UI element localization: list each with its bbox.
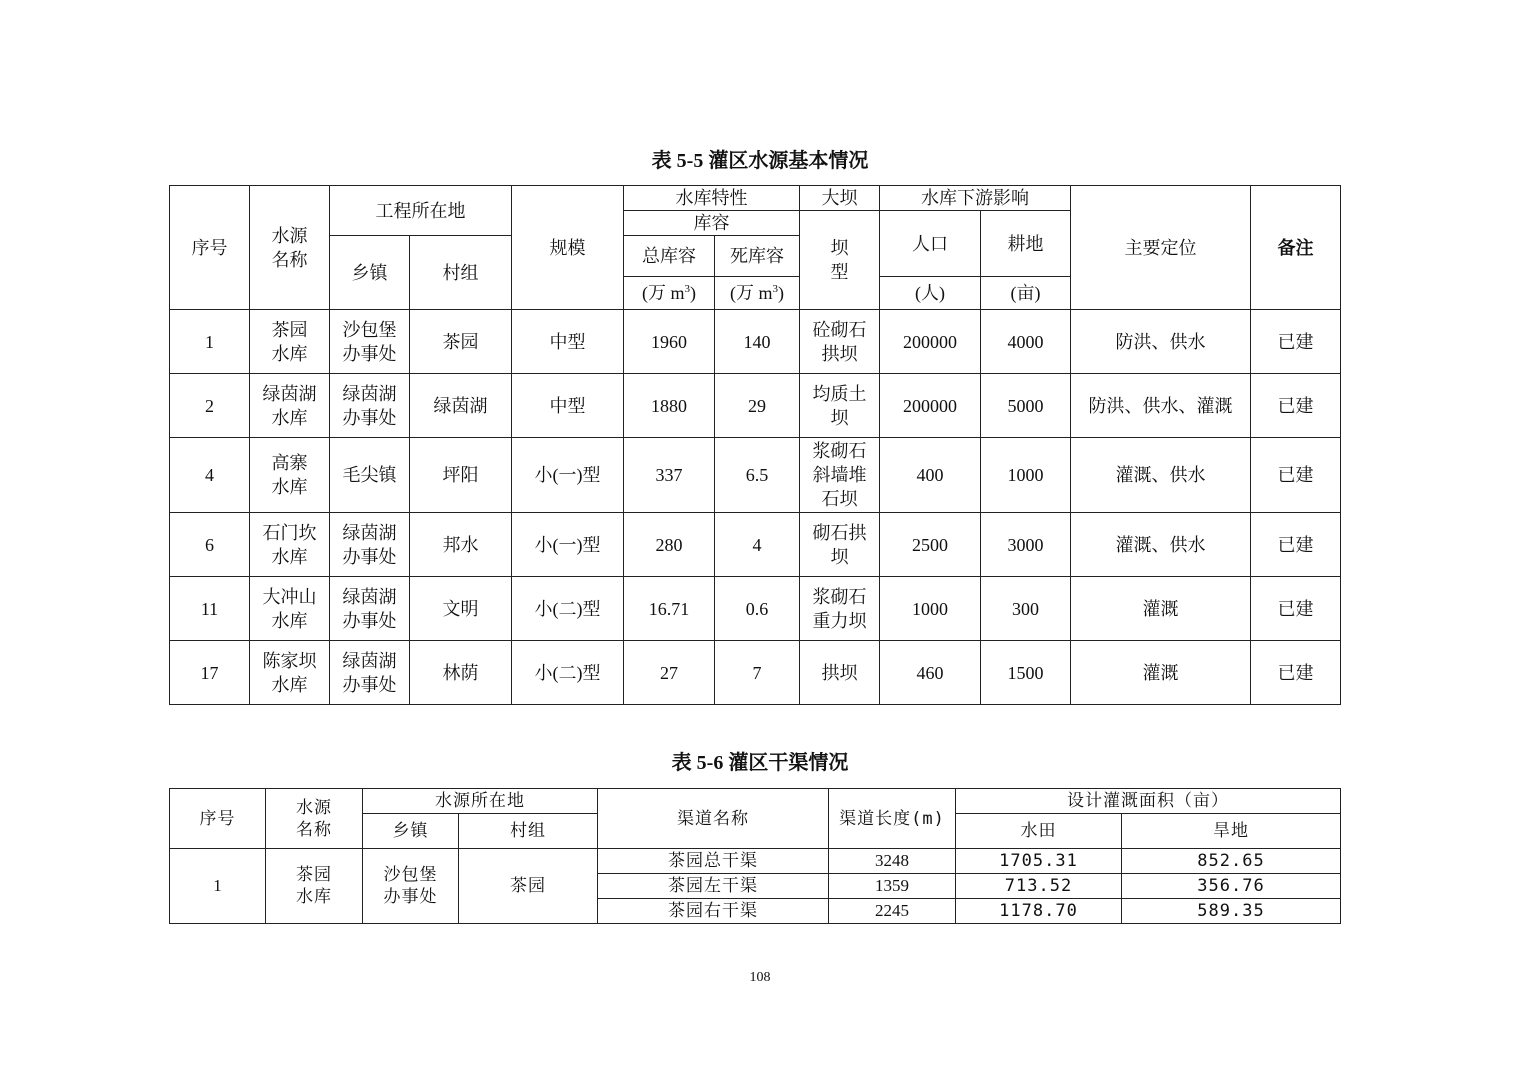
remark-cell: 已建 xyxy=(1251,438,1341,513)
seq-cell: 17 xyxy=(170,641,250,705)
total-capacity-cell: 16.71 xyxy=(624,577,715,641)
dam-type-cell: 均质土 坝 xyxy=(800,374,880,438)
population-cell: 400 xyxy=(880,438,981,513)
role-cell: 灌溉、供水 xyxy=(1071,513,1251,577)
seq-cell: 4 xyxy=(170,438,250,513)
table-row xyxy=(170,513,1341,577)
total-capacity-cell: 337 xyxy=(624,438,715,513)
total-capacity-cell: 280 xyxy=(624,513,715,577)
dead-capacity-cell: 4 xyxy=(715,513,800,577)
seq-cell: 6 xyxy=(170,513,250,577)
t2-header-name: 水源 名称 xyxy=(266,789,363,849)
table2-title: 表 5-6 灌区干渠情况 xyxy=(671,752,849,774)
header-village: 村组 xyxy=(410,236,512,310)
name-cell: 石门坎 水库 xyxy=(250,513,330,577)
header-town: 乡镇 xyxy=(330,236,410,310)
population-cell: 200000 xyxy=(880,310,981,374)
t2-header-seq: 序号 xyxy=(170,789,266,849)
canal-length-cell: 1359 xyxy=(829,874,956,899)
village-cell: 坪阳 xyxy=(410,438,512,513)
dead-capacity-cell: 29 xyxy=(715,374,800,438)
village-cell: 绿茵湖 xyxy=(410,374,512,438)
header-remark: 备注 xyxy=(1251,186,1341,310)
town-cell: 绿茵湖 办事处 xyxy=(330,641,410,705)
role-cell: 灌溉 xyxy=(1071,641,1251,705)
group-seq-cell: 1 xyxy=(170,849,266,924)
dry-area-cell: 356.76 xyxy=(1122,874,1341,899)
town-cell: 沙包堡 办事处 xyxy=(330,310,410,374)
seq-cell: 2 xyxy=(170,374,250,438)
header-population: 人口 xyxy=(880,211,981,277)
population-cell: 1000 xyxy=(880,577,981,641)
remark-cell: 已建 xyxy=(1251,641,1341,705)
table-row xyxy=(170,374,1341,438)
dam-type-cell: 浆砌石 斜墙堆 石坝 xyxy=(800,438,880,513)
canal-length-cell: 2245 xyxy=(829,899,956,924)
t2-header-dry: 旱地 xyxy=(1122,814,1341,849)
total-capacity-cell: 1960 xyxy=(624,310,715,374)
farmland-cell: 1000 xyxy=(981,438,1071,513)
group-village-cell: 茶园 xyxy=(459,849,598,924)
town-cell: 绿茵湖 办事处 xyxy=(330,374,410,438)
population-cell: 460 xyxy=(880,641,981,705)
scale-cell: 小(二)型 xyxy=(512,577,624,641)
role-cell: 防洪、供水 xyxy=(1071,310,1251,374)
seq-cell: 1 xyxy=(170,310,250,374)
farmland-cell: 4000 xyxy=(981,310,1071,374)
remark-cell: 已建 xyxy=(1251,374,1341,438)
header-scale: 规模 xyxy=(512,186,624,310)
paddy-area-cell: 713.52 xyxy=(956,874,1122,899)
dead-capacity-cell: 0.6 xyxy=(715,577,800,641)
header-unit-total: (万 $m^3$) xyxy=(624,277,715,310)
scale-cell: 中型 xyxy=(512,310,624,374)
dead-capacity-cell: 6.5 xyxy=(715,438,800,513)
t2-header-area: 设计灌溉面积（亩） xyxy=(956,789,1341,814)
paddy-area-cell: 1178.70 xyxy=(956,899,1122,924)
main-canal-table xyxy=(169,788,1341,924)
table-row xyxy=(170,310,1341,374)
t2-header-town: 乡镇 xyxy=(363,814,459,849)
table-row xyxy=(170,641,1341,705)
header-downstream: 水库下游影响 xyxy=(880,186,1071,211)
name-cell: 茶园 水库 xyxy=(250,310,330,374)
remark-cell: 已建 xyxy=(1251,513,1341,577)
header-total-capacity: 总库容 xyxy=(624,236,715,277)
scale-cell: 中型 xyxy=(512,374,624,438)
canal-name-cell: 茶园总干渠 xyxy=(598,849,829,874)
t2-header-village: 村组 xyxy=(459,814,598,849)
canal-length-cell: 3248 xyxy=(829,849,956,874)
scale-cell: 小(一)型 xyxy=(512,513,624,577)
canal-name-cell: 茶园右干渠 xyxy=(598,899,829,924)
village-cell: 邦水 xyxy=(410,513,512,577)
paddy-area-cell: 1705.31 xyxy=(956,849,1122,874)
header-unit-dead: (万 $m^3$) xyxy=(715,277,800,310)
scale-cell: 小(一)型 xyxy=(512,438,624,513)
dam-type-cell: 拱坝 xyxy=(800,641,880,705)
name-cell: 高寨 水库 xyxy=(250,438,330,513)
total-capacity-cell: 1880 xyxy=(624,374,715,438)
village-cell: 林荫 xyxy=(410,641,512,705)
header-farm-unit: (亩) xyxy=(981,277,1071,310)
role-cell: 防洪、供水、灌溉 xyxy=(1071,374,1251,438)
header-seq: 序号 xyxy=(170,186,250,310)
town-cell: 绿茵湖 办事处 xyxy=(330,577,410,641)
table-row xyxy=(170,577,1341,641)
seq-cell: 11 xyxy=(170,577,250,641)
name-cell: 大冲山 水库 xyxy=(250,577,330,641)
header-dam-type: 坝 型 xyxy=(800,211,880,310)
farmland-cell: 5000 xyxy=(981,374,1071,438)
header-name: 水源 名称 xyxy=(250,186,330,310)
population-cell: 2500 xyxy=(880,513,981,577)
farmland-cell: 3000 xyxy=(981,513,1071,577)
t2-header-canal: 渠道名称 xyxy=(598,789,829,849)
farmland-cell: 1500 xyxy=(981,641,1071,705)
header-reservoir: 水库特性 xyxy=(624,186,800,211)
town-cell: 毛尖镇 xyxy=(330,438,410,513)
dry-area-cell: 589.35 xyxy=(1122,899,1341,924)
total-capacity-cell: 27 xyxy=(624,641,715,705)
role-cell: 灌溉 xyxy=(1071,577,1251,641)
dead-capacity-cell: 7 xyxy=(715,641,800,705)
farmland-cell: 300 xyxy=(981,577,1071,641)
t2-header-location: 水源所在地 xyxy=(363,789,598,814)
page-number: 108 xyxy=(749,970,771,985)
water-source-table xyxy=(169,185,1341,705)
header-dead-capacity: 死库容 xyxy=(715,236,800,277)
role-cell: 灌溉、供水 xyxy=(1071,438,1251,513)
name-cell: 绿茵湖 水库 xyxy=(250,374,330,438)
dry-area-cell: 852.65 xyxy=(1122,849,1341,874)
group-name-cell: 茶园 水库 xyxy=(266,849,363,924)
village-cell: 文明 xyxy=(410,577,512,641)
t2-header-length: 渠道长度(m) xyxy=(829,789,956,849)
header-pop-unit: (人) xyxy=(880,277,981,310)
dam-type-cell: 砌石拱 坝 xyxy=(800,513,880,577)
dead-capacity-cell: 140 xyxy=(715,310,800,374)
town-cell: 绿茵湖 办事处 xyxy=(330,513,410,577)
header-farmland: 耕地 xyxy=(981,211,1071,277)
dam-type-cell: 浆砌石 重力坝 xyxy=(800,577,880,641)
name-cell: 陈家坝 水库 xyxy=(250,641,330,705)
group-town-cell: 沙包堡 办事处 xyxy=(363,849,459,924)
table-row xyxy=(170,849,1341,874)
header-role: 主要定位 xyxy=(1071,186,1251,310)
population-cell: 200000 xyxy=(880,374,981,438)
remark-cell: 已建 xyxy=(1251,310,1341,374)
table1-title: 表 5-5 灌区水源基本情况 xyxy=(651,150,869,172)
dam-type-cell: 砼砌石 拱坝 xyxy=(800,310,880,374)
header-location: 工程所在地 xyxy=(330,186,512,236)
header-capacity: 库容 xyxy=(624,211,800,236)
remark-cell: 已建 xyxy=(1251,577,1341,641)
canal-name-cell: 茶园左干渠 xyxy=(598,874,829,899)
scale-cell: 小(二)型 xyxy=(512,641,624,705)
t2-header-paddy: 水田 xyxy=(956,814,1122,849)
header-dam: 大坝 xyxy=(800,186,880,211)
village-cell: 茶园 xyxy=(410,310,512,374)
table-row xyxy=(170,438,1341,513)
